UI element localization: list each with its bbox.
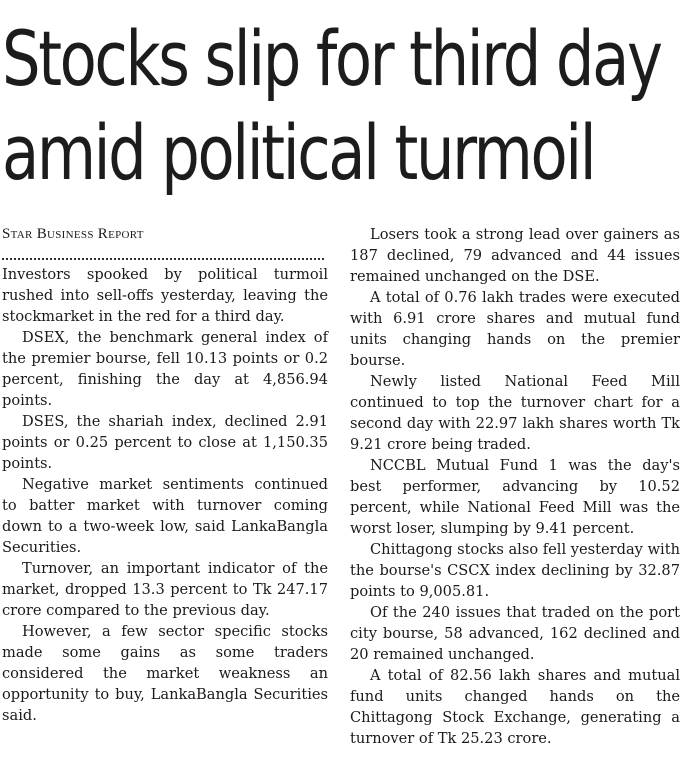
paragraph: Negative market sentiments continued to batter market with turnover coming down to a two-week low, said LankaBangla Securities. — [2, 476, 328, 556]
paragraph: A total of 0.76 lakh trades were executed with 6.91 crore shares and mutual fund units changing hands on the premier bourse. — [350, 289, 680, 369]
headline-line-1: Stocks slip for third day — [2, 14, 661, 103]
dotted-divider — [2, 244, 324, 260]
paragraph: Investors spooked by political turmoil rushed into sell-offs yesterday, leaving the stockmarket in the red for a third day. — [2, 266, 328, 325]
paragraph: Chittagong stocks also fell yesterday with the bourse's CSCX index declining by 32.87 points to 9,005.81. — [350, 541, 680, 600]
headline — [2, 12, 661, 200]
paragraph: Losers took a strong lead over gainers as 187 declined, 79 advanced and 44 issues remained unchanged on the DSE. — [350, 226, 680, 285]
paragraph: A total of 82.56 lakh shares and mutual fund units changed hands on the Chittagong Stock Exchange, generating a turnover of Tk 25.23 crore. — [350, 667, 680, 747]
paragraph: NCCBL Mutual Fund 1 was the day's best performer, advancing by 10.52 percent, while National Feed Mill was the worst loser, slumping by 9.41 percent. — [350, 457, 680, 537]
paragraph: Newly listed National Feed Mill continued to top the turnover chart for a second day with 22.97 lakh shares worth Tk 9.21 crore being traded. — [350, 373, 680, 453]
paragraph: Of the 240 issues that traded on the port city bourse, 58 advanced, 162 declined and 20 remained unchanged. — [350, 604, 680, 663]
byline: Star Business Report — [2, 226, 144, 242]
left-column — [2, 224, 328, 726]
paragraph: Turnover, an important indicator of the market, dropped 13.3 percent to Tk 247.17 crore compared to the previous day. — [2, 560, 328, 619]
article-body — [2, 224, 682, 764]
paragraph: DSEX, the benchmark general index of the premier bourse, fell 10.13 points or 0.2 percent, finishing the day at 4,856.94 points. — [2, 329, 328, 409]
paragraph: DSES, the shariah index, declined 2.91 points or 0.25 percent to close at 1,150.35 points. — [2, 413, 328, 472]
headline-line-2: amid political turmoil — [2, 108, 595, 197]
paragraph: However, a few sector specific stocks made some gains as some traders considered the market weakness an opportunity to buy, LankaBangla Securities said. — [2, 623, 328, 724]
right-column — [350, 224, 680, 749]
